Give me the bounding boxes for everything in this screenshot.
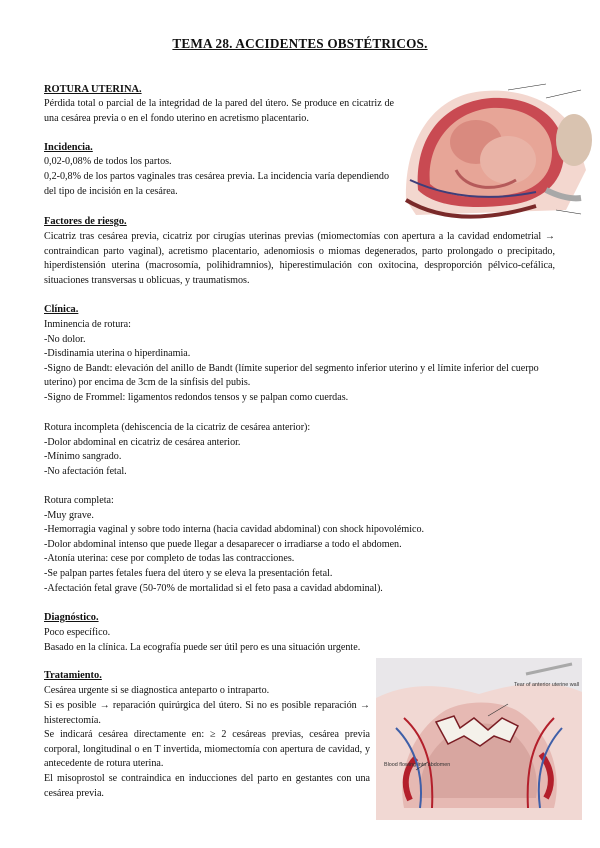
- section-heading-factores: Factores de riesgo.: [44, 216, 127, 227]
- list-item: -Atonía uterina: cese por completo de todas las contracciones.: [44, 553, 295, 565]
- list-item: -Disdinamia uterina o hiperdinamia.: [44, 348, 191, 360]
- incidencia-line-2: 0,2-0,8% de los partos vaginales tras cesárea previa. La incidencia varía dependiendo del tipo de incisión en la cesárea.: [44, 171, 389, 197]
- tratamiento-line-2: Si es posible → reparación quirúrgica del útero. Si no es posible reparación → histerectomía.: [44, 700, 370, 726]
- list-item: Inminencia de rotura:: [44, 319, 131, 330]
- list-item: -Dolor abdominal intenso que puede llegar a desaparecer o irradiarse a todo el abdomen.: [44, 538, 402, 550]
- section-heading-clinica: Clínica.: [44, 304, 79, 315]
- list-item: -Mínimo sangrado.: [44, 451, 122, 463]
- section-heading-diagnostico: Diagnóstico.: [44, 612, 99, 623]
- figure-label-tear: Tear of anterior uterine wall: [514, 682, 580, 688]
- list-item: -Muy grave.: [44, 509, 94, 521]
- tratamiento-line-3: Se indicará cesárea directamente en: ≥ 2 cesáreas previas, cesárea previa corporal, longitudinal o en T invertida, miomectomía con apertura de cavidad, y antecedente de rotura uterina.: [44, 729, 370, 770]
- list-item: Basado en la clínica. La ecografía puede ser útil pero es una situación urgente.: [44, 641, 361, 653]
- rotura-text: Pérdida total o parcial de la integridad de la pared del útero. Se produce en cicatriz de una cesárea previa o en el fondo uterino en acretismo placentario.: [44, 98, 394, 124]
- list-item: -Se palpan partes fetales fuera del útero y se eleva la presentación fetal.: [44, 567, 333, 579]
- uterine-tear-illustration: [376, 658, 582, 820]
- list-item: -No dolor.: [44, 333, 86, 345]
- list-item: -Afectación fetal grave (50-70% de mortalidad si el feto pasa a cavidad abdominal).: [44, 582, 383, 594]
- clinica-inminencia-block: [44, 318, 559, 406]
- clinica-completa-block: [44, 494, 559, 596]
- clinica-incompleta-block: [44, 421, 559, 479]
- figure-label-blood: Blood flowing into abdomen: [384, 762, 451, 768]
- list-item: -Signo de Bandt: elevación del anillo de Bandt (límite superior del segmento inferior uterino y el límite inferior del cuerpo uterino) por encima de 3cm de la sínfisis del pubis.: [44, 362, 539, 389]
- list-item: Poco específico.: [44, 627, 111, 638]
- diagnostico-block: [44, 626, 559, 655]
- page-title: TEMA 28. ACCIDENTES OBSTÉTRICOS.: [172, 36, 428, 51]
- list-item: -Hemorragia vaginal y sobre todo interna (hacia cavidad abdominal) con shock hipovolémico.: [44, 524, 425, 536]
- tratamiento-line-4: El misoprostol se contraindica en inducciones del parto en gestantes con una cesárea previa.: [44, 773, 370, 799]
- list-item: -Signo de Frommel: ligamentos redondos tensos y se palpan como cuerdas.: [44, 391, 349, 403]
- tratamiento-line-1: Cesárea urgente si se diagnostica anteparto o intraparto.: [44, 685, 270, 696]
- list-item: Rotura incompleta (dehiscencia de la cicatriz de cesárea anterior):: [44, 422, 311, 433]
- uterus-sagittal-illustration: [396, 80, 600, 220]
- factores-text: Cicatriz tras cesárea previa, cicatriz por cirugías uterinas previas (miomectomías con apertura a la cavidad endometrial → contraindican parto vaginal), acretismo placentario, adenomiosis o miomas degenerados, parto prolongado o precipitado, hiperdistensión uterina (macrosomía, polihidramnios), hiperestimulación con oxitocina, desproporción pélvico-cefálica, situaciones transversas u oblicuas, y traumatismos.: [44, 231, 555, 286]
- list-item: -Dolor abdominal en cicatriz de cesárea anterior.: [44, 436, 241, 448]
- list-item: Rotura completa:: [44, 495, 114, 506]
- list-item: -No afectación fetal.: [44, 465, 127, 477]
- incidencia-line-1: 0,02-0,08% de todos los partos.: [44, 156, 172, 167]
- section-heading-incidencia: Incidencia.: [44, 142, 93, 153]
- section-heading-tratamiento: Tratamiento.: [44, 670, 102, 681]
- section-heading-rotura: ROTURA UTERINA.: [44, 84, 142, 95]
